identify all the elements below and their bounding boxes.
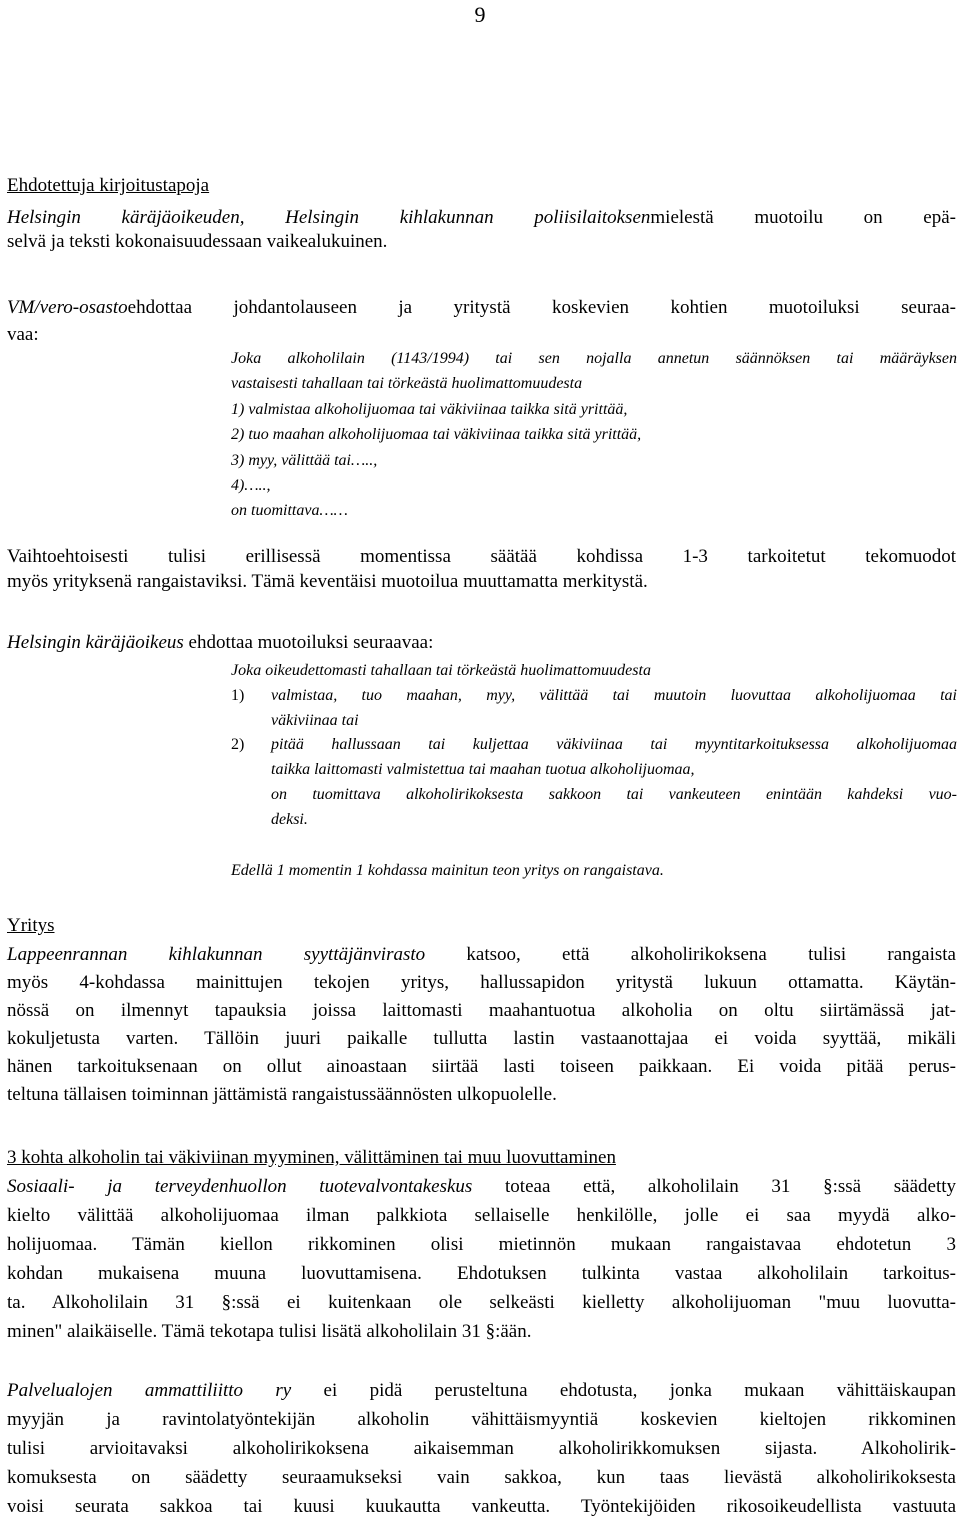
organization-name: Helsingin käräjäoikeuden, Helsingin kihlakunnan poliisilaitoksen <box>7 207 651 228</box>
section-heading-ehdotettuja: Ehdotettuja kirjoitustapoja <box>7 175 210 196</box>
organization-name: VM/vero-osasto <box>7 297 128 318</box>
proposal-line: on tuomittava alkoholirikoksesta sakkoon tai vankeuteen enintään kahdeksi vuo- <box>271 786 957 803</box>
paragraph-line <box>7 1379 956 1403</box>
proposal-line: 1) valmistaa alkoholijuomaa tai väkiviinaa taikka sitä yrittää, <box>231 401 628 418</box>
text-span: toteaa että, alkoholilain 31 §:ssä säädetty <box>505 1176 957 1197</box>
organization-name: Helsingin käräjäoikeus <box>7 632 184 653</box>
paragraph-line <box>7 943 956 967</box>
paragraph-line: myös 4-kohdassa mainittujen tekojen yritys, hallussapidon yritystä lukuun ottamatta. Käytän- <box>7 972 956 993</box>
paragraph-line: komuksesta on säädetty seuraamukseksi vain sakkoa, kun taas lievästä alkoholirikoksesta <box>7 1467 956 1488</box>
proposal-line: pitää hallussaan tai kuljettaa väkiviinaa tai myyntitarkoituksessa alkoholijuomaa <box>271 736 957 753</box>
proposal-line: väkiviinaa tai <box>271 712 359 729</box>
paragraph-line: vaa: <box>7 324 39 345</box>
section-heading-kohta3: 3 kohta alkoholin tai väkiviinan myyminen, välittäminen tai muu luovuttaminen <box>7 1147 616 1168</box>
paragraph-line: Vaihtoehtoisesti tulisi erillisessä momentissa säätää kohdissa 1-3 tarkoitetut tekomuodot <box>7 546 956 567</box>
proposal-line: vastaisesti tahallaan tai törkeästä huolimattomuudesta <box>231 375 583 392</box>
paragraph-line: nössä on ilmennyt tapauksia joissa laittomasti maahantuotua alkoholia on oltu siirtämässä jat- <box>7 1000 956 1021</box>
organization-name: Sosiaali- ja terveydenhuollon tuotevalvontakeskus <box>7 1176 473 1197</box>
paragraph-line <box>7 206 956 230</box>
paragraph-line: minen" alaikäiselle. Tämä tekotapa tulisi lisätä alkoholilain 31 §:ään. <box>7 1321 532 1342</box>
proposal-line: taikka laittomasti valmistettua tai maahan tuotua alkoholijuomaa, <box>271 761 695 778</box>
proposal-line: Joka oikeudettomasti tahallaan tai törkeästä huolimattomuudesta <box>231 662 651 679</box>
paragraph-line <box>7 296 956 320</box>
page-number: 9 <box>474 2 486 27</box>
paragraph-line: myyjän ja ravintolatyöntekijän alkoholin vähittäismyyntiä koskevien kieltojen rikkominen <box>7 1409 956 1430</box>
paragraph-line: tulisi arvioitavaksi alkoholirikoksena aikaisemman alkoholirikkomuksen sijasta. Alkoholirik- <box>7 1438 956 1459</box>
proposal-line: on tuomittava…… <box>231 502 348 519</box>
proposal-line: valmistaa, tuo maahan, myy, välittää tai muutoin luovuttaa alkoholijuomaa tai <box>271 687 957 704</box>
paragraph-line: kokuljetusta varten. Tällöin juuri paikalle tullutta lastin vastaanottajaa ei voida syyttää, mikäli <box>7 1028 956 1049</box>
text-span: ei pidä perusteltuna ehdotusta, jonka mukaan vähittäiskaupan <box>323 1380 957 1401</box>
proposal-line: 3) myy, välittää tai….., <box>231 452 378 469</box>
organization-name: Palvelualojen ammattiliitto ry <box>7 1380 292 1401</box>
text-span: ehdottaa muotoiluksi seuraavaa: <box>188 632 434 653</box>
organization-name: Lappeenrannan kihlakunnan syyttäjänvirasto <box>7 944 426 965</box>
paragraph-line: selvä ja teksti kokonaisuudessaan vaikealukuinen. <box>7 231 388 252</box>
paragraph-line: hänen tarkoituksenaan on ollut ainoastaan siirtää lasti toiseen paikkaan. Ei voida pitää perus- <box>7 1056 956 1077</box>
proposal-line: deksi. <box>271 811 308 828</box>
paragraph-line <box>7 1175 956 1199</box>
list-number: 2) <box>231 736 245 753</box>
paragraph-line: ta. Alkoholilain 31 §:ssä ei kuitenkaan ole selkeästi kielletty alkoholijuoman "muu luovutta- <box>7 1292 956 1313</box>
proposal-line: Joka alkoholilain (1143/1994) tai sen nojalla annetun säännöksen tai määräyksen <box>231 350 957 367</box>
paragraph-line <box>7 631 956 655</box>
section-heading-yritys: Yritys <box>7 915 55 936</box>
text-span: katsoo, että alkoholirikoksena tulisi rangaista <box>466 944 956 965</box>
paragraph-line: kielto välittää alkoholijuomaa ilman palkkiota sellaiselle henkilölle, jolle ei saa myydä alko- <box>7 1205 956 1226</box>
proposal-line: 2) tuo maahan alkoholijuomaa tai väkiviinaa taikka sitä yrittää, <box>231 426 642 443</box>
list-number: 1) <box>231 687 245 704</box>
paragraph-line: holijuomaa. Tämän kiellon rikkominen olisi mietinnön mukaan rangaistavaa ehdotetun 3 <box>7 1234 956 1255</box>
text-span: mielestä muotoilu on epä- <box>650 207 956 228</box>
paragraph-line: teltuna tällaisen toiminnan jättämistä rangaistussäännösten ulkopuolelle. <box>7 1084 557 1105</box>
proposal-line: 4)….., <box>231 477 271 494</box>
proposal-line: Edellä 1 momentin 1 kohdassa mainitun teon yritys on rangaistava. <box>231 862 664 879</box>
paragraph-line: kohdan mukaisena muuna luovuttamisena. Ehdotuksen tulkinta vastaa alkoholilain tarkoitus- <box>7 1263 956 1284</box>
paragraph-line: voisi seurata sakkoa tai kuusi kuukautta vankeutta. Työntekijöiden rikosoikeudellista vastuuta <box>7 1496 956 1517</box>
text-span: ehdottaa johdantolauseen ja yritystä koskevien kohtien muotoiluksi seuraa- <box>127 297 956 318</box>
paragraph-line: myös yrityksenä rangaistaviksi. Tämä keventäisi muotoilua muuttamatta merkitystä. <box>7 571 648 592</box>
